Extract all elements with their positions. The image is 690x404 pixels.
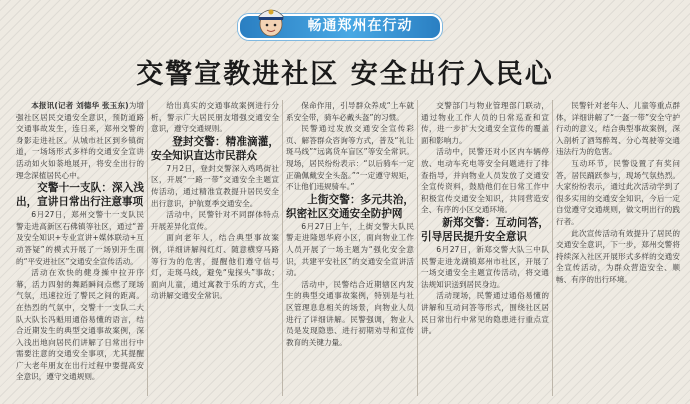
paragraph: 民警针对老年人、儿童等重点群体，详细讲解了“一盔一带”安全守护行动的意义，结合典型事故案例，深入剖析了酒驾醉驾、分心驾驶等交通违法行为的危害。 bbox=[556, 101, 680, 157]
paragraph: 6月27日，郑州交警十一支队民警走进高新区石佛镇等社区，通过“普及安全知识+专业宣讲+媒体联动+互动答疑”的模式开展了一场别开生面的“平安进社区”交通安全宣传活动。 bbox=[16, 210, 144, 266]
paragraph: 6月27日，新郑交警大队三中队民警走进龙湖镇郑州市社区，开展了一场交通安全主题宣传活动，将交通法规知识送到居民身边。 bbox=[421, 244, 549, 289]
paragraph: 交警部门与物业管理部门联动，通过物业工作人员的日常巡查和宣传，进一步扩大交通安全宣传的覆盖面和影响力。 bbox=[421, 101, 549, 145]
paragraph: 活动中，民警还对小区内车辆停放、电动车充电等安全问题进行了排查指导，并向物业人员发放了交通安全宣传资料，鼓励他们在日常工作中积极宣传交通安全知识，共同营造安全、有序的小区交通环境。 bbox=[421, 147, 549, 215]
column-divider bbox=[552, 100, 553, 396]
page-headline: 交警宣教进社区 安全出行入民心 bbox=[136, 59, 554, 90]
subheading-2: 登封交警：精准滴灌，安全知识直达市民群众 bbox=[151, 135, 279, 162]
paragraph: 活动在欢快的健身操中拉开序幕，活力四射的舞蹈瞬间点燃了现场气氛，迅速拉近了警民之间的距离。在热烈的气氛中，交警十一支队二大队大队长冯魁用通俗易懂的语言，结合近期发生的典型交通事故案例，深入浅出地向居民们讲解了日常出行中需要注意的交通安全事项，尤其提醒广大老年朋友在出行过程中要提高安全意识，遵守交通规则。 bbox=[16, 268, 144, 382]
paragraph: 保命作用，引导群众养成“上车就系安全带，骑车必戴头盔”的习惯。 bbox=[286, 101, 414, 122]
article-column-3 bbox=[286, 100, 414, 396]
intro-paragraph bbox=[16, 100, 144, 181]
column-divider bbox=[147, 100, 148, 396]
column-divider bbox=[417, 100, 418, 396]
article-column-1 bbox=[16, 100, 144, 396]
paragraph: 面向老年人，结合典型事故案例，详细讲解闯红灯、随意横穿马路等行为的危害，提醒他们遵守信号灯，走斑马线，避免“鬼探头”事故；面向儿童，通过寓教于乐的方式，生动讲解交通安全常识。 bbox=[151, 233, 279, 301]
intro-text: 为增强社区居民交通安全意识，预防道路交通事故发生，连日来，郑州交警的身影走进社区。从城市社区到乡镇街道，一场场形式多样的交通安全宣讲活动如火如荼地展开，将安全出行的理念深植居民心中。 bbox=[16, 101, 144, 180]
paragraph: 6月27日上午，上街交警大队民警走进隆恩华府小区，面向物业工作人员开展了一场主题为“强化安全意识，共建平安社区”的交通安全宣讲活动。 bbox=[286, 221, 414, 278]
column-divider bbox=[282, 100, 283, 396]
article-column-4 bbox=[421, 100, 549, 396]
paragraph: 互动环节，民警设置了有奖问答，居民踊跃参与，现场气氛热烈。大家纷纷表示，通过此次活动学到了很多实用的交通安全知识，今后一定自觉遵守交通规则，做文明出行的践行者。 bbox=[556, 158, 680, 226]
byline: 本报讯(记者 刘德华 张玉东) bbox=[31, 101, 129, 110]
paragraph: 7月2日，登封交警深入鸡鸣街社区，开展“一路一带”交通安全主题宣传活动，通过精准宣教提升居民安全出行意识，护航夏季交通安全。 bbox=[151, 163, 279, 208]
subheading-3: 上街交警：多元共治，织密社区交通安全防护网 bbox=[286, 193, 414, 220]
paragraph: 活动现场，民警通过通俗易懂的讲解和互动问答等形式，围绕社区居民日常出行中常见的隐患进行重点宣讲。 bbox=[421, 291, 549, 336]
subheading-4: 新郑交警：互动问答，引导居民提升安全意识 bbox=[421, 216, 549, 243]
paragraph: 民警通过发放交通安全宣传彩页、解答群众咨询等方式，普及“礼让斑马线”“远离货车盲区”等安全常识。现场，居民纷纷表示：“以后骑车一定正确佩戴安全头盔。”“一定遵守规矩，不让他们违规骑车。” bbox=[286, 124, 414, 192]
paragraph: 此次宣传活动有效提升了居民的交通安全意识，下一步，郑州交警将持续深入社区开展形式多样的交通安全宣传活动，为群众营造安全、顺畅、有序的出行环境。 bbox=[556, 228, 680, 284]
subheading-1: 交警十一支队：深入浅出，宣讲日常出行注意事项 bbox=[16, 182, 144, 209]
article-column-5 bbox=[556, 100, 680, 396]
paragraph: 活动中，民警结合近期辖区内发生的典型交通事故案例，特别是与社区管理息息相关的场景，向物业人员进行了详细讲解。民警强调，物业人员是发现隐患、进行初期劝导和宣传教育的关键力量。 bbox=[286, 279, 414, 347]
paragraph: 活动中，民警针对不同群体特点开展差异化宣传。 bbox=[151, 210, 279, 231]
banner-title: 畅通郑州在行动 bbox=[307, 18, 413, 34]
section-banner bbox=[0, 0, 690, 42]
paragraph: 给出真实的交通事故案例进行分析，警示广大居民朋友增强交通安全意识，遵守交通规则。 bbox=[151, 101, 279, 134]
article-column-2 bbox=[151, 100, 279, 396]
